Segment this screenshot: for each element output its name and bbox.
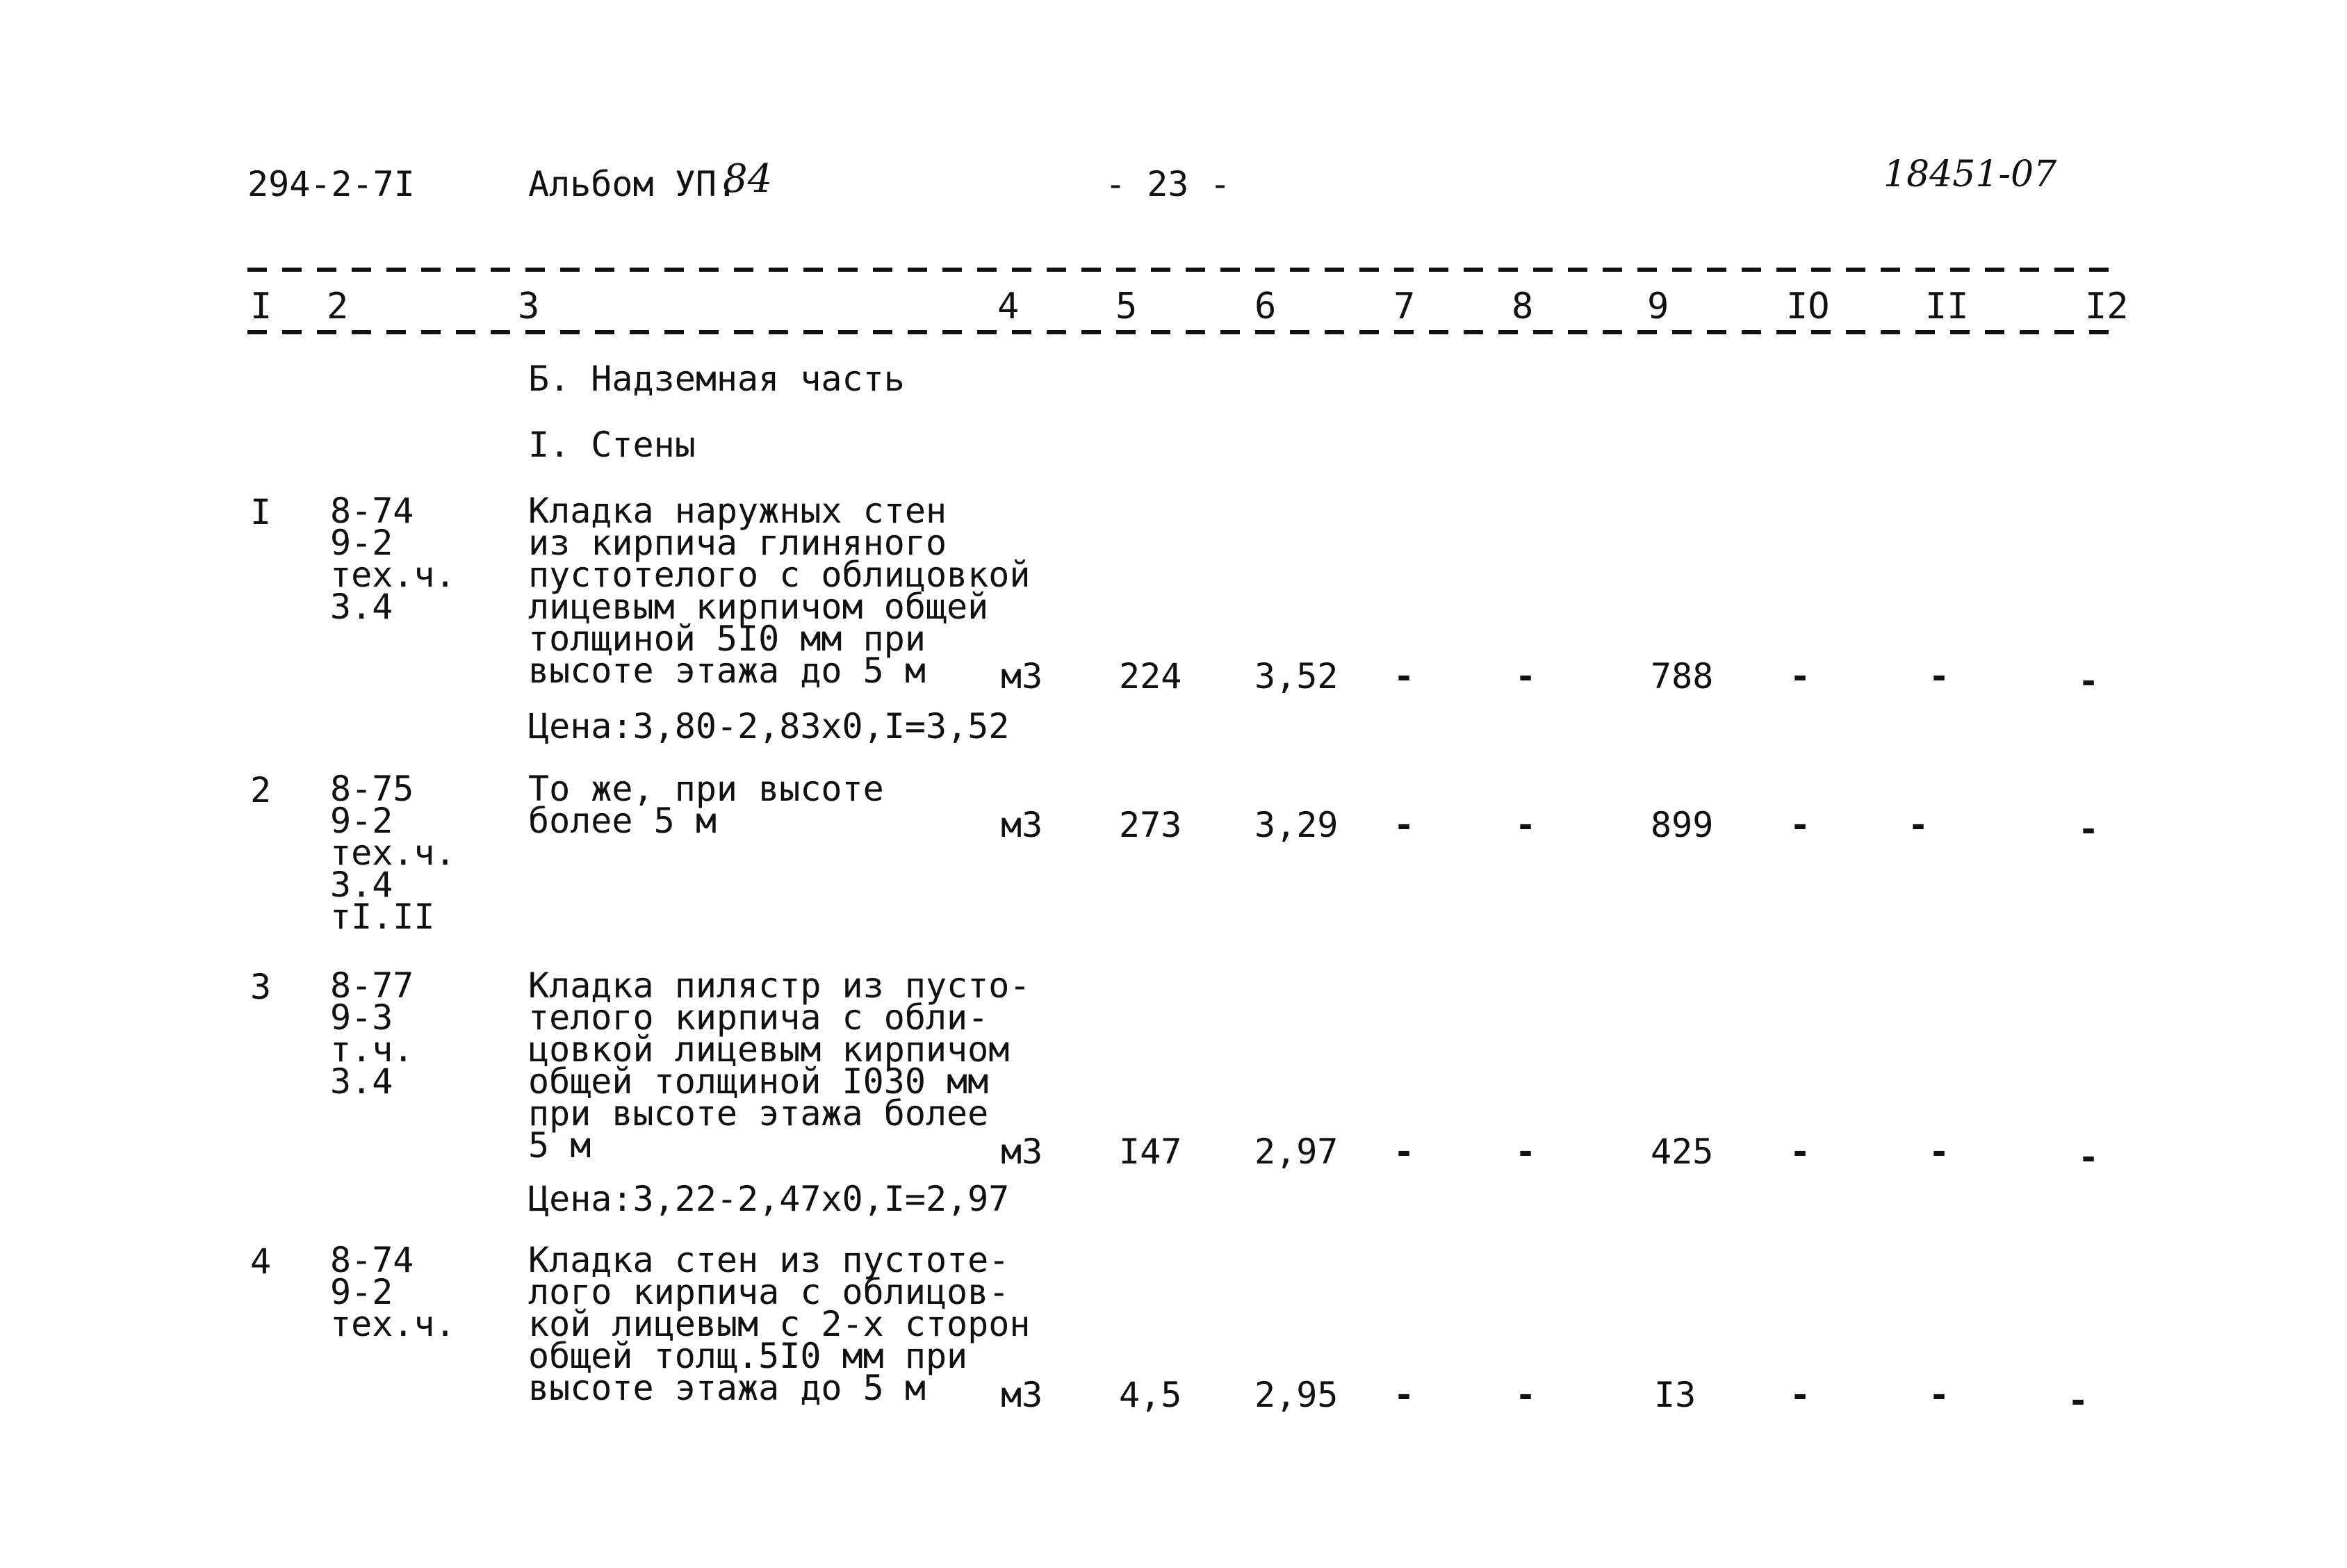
price-note: Цена:3,22-2,47х0,I=2,97 — [528, 1179, 1010, 1219]
unit: м3 — [1001, 805, 1043, 845]
row-number: 4 — [250, 1241, 272, 1282]
norm-code: 8-74 9-2 тех.ч. — [330, 1240, 456, 1344]
total-cost: 899 — [1651, 805, 1714, 845]
col-header-12: I2 — [2085, 286, 2129, 327]
unit: м3 — [1001, 1132, 1043, 1172]
row-number: 2 — [250, 770, 272, 810]
unit: м3 — [1001, 656, 1043, 696]
col8-value: - — [1515, 1375, 1537, 1415]
unit: м3 — [1001, 1375, 1043, 1415]
col12-value: - — [2078, 661, 2100, 701]
col11-value: - — [1908, 805, 1929, 845]
col-header-5: 5 — [1115, 286, 1138, 327]
col11-value: - — [1929, 1132, 1950, 1172]
price-note: Цена:3,80-2,83х0,I=3,52 — [528, 706, 1010, 746]
section-subtitle: I. Стены — [528, 425, 696, 465]
unit-price: 2,95 — [1254, 1375, 1339, 1415]
row-number: 3 — [250, 967, 272, 1007]
unit-price: 3,29 — [1254, 805, 1339, 845]
work-description: Кладка наружных стен из кирпича глиняного пустотелого с облицовкой лицевым кирпичом общей толщиной 5I0 мм при высоте этажа до 5 м — [528, 491, 1031, 691]
header-bottom-rule — [247, 330, 2118, 334]
work-description: Кладка пилястр из пусто- телого кирпича с обли- цовкой лицевым кирпичом общей толщиной I030 мм при высоте этажа более 5 м — [528, 965, 1031, 1166]
quantity: 273 — [1119, 805, 1182, 845]
col-header-9: 9 — [1647, 286, 1669, 327]
col12-value: - — [2068, 1380, 2089, 1421]
page-number: - 23 - — [1105, 164, 1231, 204]
unit-price: 2,97 — [1254, 1132, 1339, 1172]
document-code: 294-2-7I — [247, 164, 415, 204]
work-description: То же, при высоте более 5 м — [528, 769, 884, 841]
header-top-rule — [247, 268, 2118, 272]
col-header-4: 4 — [997, 286, 1020, 327]
col-header-10: IO — [1786, 286, 1830, 327]
col11-value: - — [1929, 656, 1950, 696]
col8-value: - — [1515, 805, 1537, 845]
work-description: Кладка стен из пустоте- лого кирпича с облицов- кой лицевым с 2-х сторон общей толщ.5I0 мм при высоте этажа до 5 м — [528, 1240, 1031, 1408]
quantity: I47 — [1119, 1132, 1182, 1172]
col10-value: - — [1790, 805, 1811, 845]
col7-value: - — [1393, 805, 1415, 845]
col-header-8: 8 — [1512, 286, 1534, 327]
total-cost: 788 — [1651, 656, 1714, 696]
album-number-handwritten: 84 — [723, 156, 773, 202]
col-header-2: 2 — [327, 286, 349, 327]
section-title: Б. Надземная часть — [528, 359, 905, 399]
handwritten-stamp: 18451-07 — [1883, 154, 2057, 195]
quantity: 4,5 — [1119, 1375, 1182, 1415]
col7-value: - — [1393, 656, 1415, 696]
col10-value: - — [1790, 1132, 1811, 1172]
col7-value: - — [1393, 1132, 1415, 1172]
quantity: 224 — [1119, 656, 1182, 696]
col-header-11: II — [1925, 286, 1969, 327]
norm-code: 8-77 9-3 т.ч. 3.4 — [330, 965, 414, 1102]
total-cost: I3 — [1654, 1375, 1696, 1415]
col-header-3: 3 — [518, 286, 540, 327]
unit-price: 3,52 — [1254, 656, 1339, 696]
col-header-7: 7 — [1393, 286, 1416, 327]
col12-value: - — [2078, 809, 2100, 849]
col10-value: - — [1790, 656, 1811, 696]
col8-value: - — [1515, 1132, 1537, 1172]
col10-value: - — [1790, 1375, 1811, 1415]
album-label: Альбом УП. — [528, 164, 738, 204]
col-header-6: 6 — [1254, 286, 1277, 327]
col-header-1: I — [250, 286, 272, 327]
norm-code: 8-75 9-2 тех.ч. 3.4 тI.II — [330, 769, 456, 937]
row-number: I — [250, 492, 272, 532]
col11-value: - — [1929, 1375, 1950, 1415]
norm-code: 8-74 9-2 тех.ч. 3.4 — [330, 491, 456, 627]
col8-value: - — [1515, 656, 1537, 696]
col12-value: - — [2078, 1137, 2100, 1177]
col7-value: - — [1393, 1375, 1415, 1415]
total-cost: 425 — [1651, 1132, 1714, 1172]
